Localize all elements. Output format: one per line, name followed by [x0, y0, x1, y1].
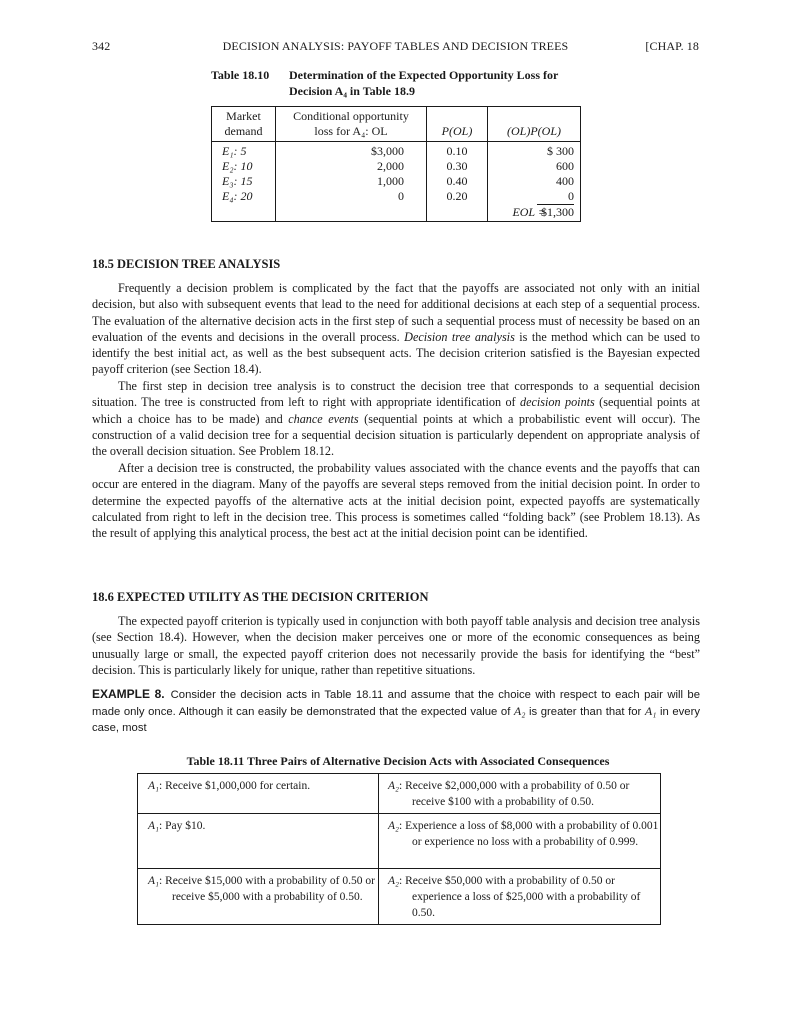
table-18-11-caption: Table 18.11 Three Pairs of Alternative Decision Acts with Associated Consequences [186, 754, 610, 768]
term-chance-events: chance events [288, 411, 359, 426]
text-run: (sequential points at which a probabilistic event will occur). The construction of a valid decision tree for a sequential decision situation is particularly dependent on appropriate analysis of the overall decision situation. See Problem 18.12. [92, 411, 700, 459]
row-1-act-a1 [148, 778, 382, 794]
running-head-title: DECISION ANALYSIS: PAYOFF TABLES AND DECISION TREES [222, 39, 569, 53]
table-cell-product: 400 [556, 174, 574, 188]
act-text: : Receive $50,000 with a probability of 0.50 or experience a loss of $25,000 with a probability of 0.50. [399, 875, 641, 919]
eol-label: EOL = [512, 205, 546, 219]
table-18-10 [211, 106, 581, 222]
symbol-a2: A₂ [513, 704, 526, 718]
header-text: Conditional opportunity [293, 109, 409, 123]
act-text: : Receive $2,000,000 with a probability of 0.50 or receive $100 with a probability of 0.50. [399, 780, 630, 808]
row-3-act-a1 [148, 873, 382, 905]
table-cell-product: 600 [556, 159, 574, 173]
label-a1: A₁ [148, 820, 160, 832]
label-a2: A₂ [388, 875, 400, 887]
header-text: demand [224, 124, 263, 138]
row-2-act-a2 [388, 818, 662, 850]
caption-line-2: Decision A₄ in Table 18.9 [289, 84, 415, 98]
row-1-act-a2 [388, 778, 662, 810]
example-8 [92, 686, 700, 736]
example-label: EXAMPLE 8. [92, 687, 165, 701]
header-probability: P(OL) [441, 124, 473, 138]
header-divider [212, 141, 580, 142]
table-cell-p: 0.20 [446, 189, 468, 203]
label-a2: A₂ [388, 780, 400, 792]
row-divider [138, 813, 660, 814]
label-a1: A₁ [148, 780, 160, 792]
section-18-5-paragraph-2 [92, 378, 700, 459]
table-cell-event: E₂: 10 [222, 159, 253, 173]
row-3-act-a2 [388, 873, 662, 921]
text-run: (sequential points at which a choice has to be made) and [92, 395, 700, 426]
text-run: is greater than that for [525, 706, 645, 718]
symbol-a1: A₁ [644, 704, 657, 718]
table-cell-p: 0.10 [446, 144, 468, 158]
row-2-act-a1 [148, 818, 382, 834]
header-product: (OL)P(OL) [507, 124, 561, 138]
eol-value: $1,300 [541, 205, 574, 219]
text-run: is the method which can be used to identify the best initial act, as well as the best subsequent acts. The decision criterion satisfied is the Bayesian expected payoff criterion (see Section 18.4). [92, 329, 700, 377]
header-text: Market [226, 109, 261, 123]
label-a1: A₁ [148, 875, 160, 887]
row-divider [138, 868, 660, 869]
text-run: Frequently a decision problem is complicated by the fact that the payoffs are associated not only with an initial decision, but also with subsequent events that lead to the need for additional decisions at each step of a sequential process. The evaluation of the alternative decision acts in the first step of such a sequential process must of necessity be based on an evaluation of the events and decisions in the overall process. [92, 281, 700, 344]
label-a2: A₂ [388, 820, 400, 832]
caption-line-1: Determination of the Expected Opportunity Loss for [289, 68, 559, 82]
running-head [92, 39, 699, 55]
table-cell-event: E₃: 15 [222, 174, 253, 188]
table-cell-product: 0 [568, 189, 574, 203]
table-cell-loss: 2,000 [377, 159, 404, 173]
table-18-11 [137, 773, 661, 925]
table-number: Table 18.10 [211, 68, 270, 82]
table-cell-loss: $3,000 [371, 144, 404, 158]
act-text: : Pay $10. [159, 820, 206, 832]
text-run: The first step in decision tree analysis is to construct the decision tree that corresponds to a sequential decision situation. The tree is constructed from left to right with appropriate identification of [92, 379, 700, 410]
table-cell-p: 0.30 [446, 159, 468, 173]
table-cell-event: E₄: 20 [222, 189, 253, 203]
table-caption-text [289, 67, 589, 99]
act-text: : Receive $15,000 with a probability of 0.50 or receive $5,000 with a probability of 0.50. [159, 875, 375, 903]
sum-rule [537, 204, 574, 205]
term-decision-tree-analysis: Decision tree analysis [404, 329, 515, 344]
text-run: in every case, most [92, 706, 700, 734]
page-number: 342 [92, 39, 111, 53]
table-cell-loss: 0 [398, 189, 404, 203]
act-text: : Experience a loss of $8,000 with a probability of 0.001 or experience no loss with a probability of 0.999. [399, 820, 659, 848]
section-18-5-paragraph-3: After a decision tree is constructed, the probability values associated with the chance events and the payoffs that can occur are entered in the diagram. Many of the payoffs are several steps removed from the initial decision point. In order to determine the expected payoffs of the alternative acts at the initial decision point, expected payoffs are systematically calculated from right to left in the decision tree. This process is sometimes called “folding back” (see Problem 18.13). As the result of applying this analytical process, the best act at the initial decision point can be identified. [92, 461, 700, 541]
section-18-5-heading: 18.5 DECISION TREE ANALYSIS [92, 257, 281, 271]
header-text: loss for A₄: OL [314, 124, 388, 138]
chapter-label: [CHAP. 18 [645, 39, 699, 53]
header-market-demand [212, 109, 275, 139]
table-cell-product: $ 300 [547, 144, 574, 158]
table-cell-event: E₁: 5 [222, 144, 247, 158]
term-decision-points: decision points [520, 395, 595, 410]
section-18-5-paragraph-1 [92, 280, 700, 378]
section-18-6-heading: 18.6 EXPECTED UTILITY AS THE DECISION CRITERION [92, 590, 429, 604]
header-conditional-loss [276, 109, 426, 139]
section-18-6-paragraph-1: The expected payoff criterion is typically used in conjunction with both payoff table analysis and decision tree analysis (see Section 18.4). However, when the decision maker perceives one or more of the economic consequences as being unusually large or small, the expected payoff criterion does not necessarily provide the basis for identifying the “best” decision. This is particularly likely for unique, rather than repetitive situations. [92, 614, 700, 677]
table-cell-p: 0.40 [446, 174, 468, 188]
text-run: Consider the decision acts in Table 18.11 and assume that the choice with respect to each pair will be made only once. Although it can easily be demonstrated that the expected value of [92, 689, 700, 718]
table-cell-loss: 1,000 [377, 174, 404, 188]
act-text: : Receive $1,000,000 for certain. [159, 780, 311, 792]
